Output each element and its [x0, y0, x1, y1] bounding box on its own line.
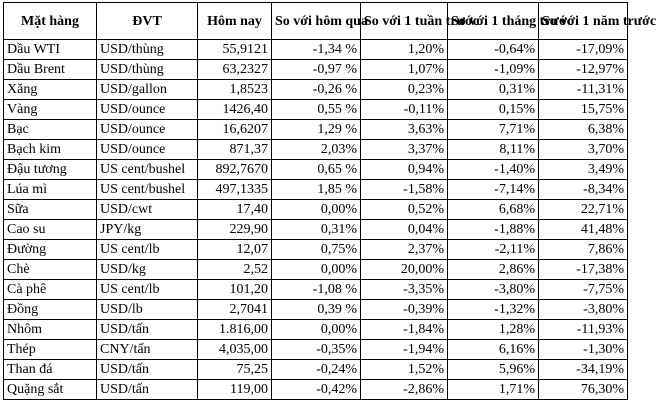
- cell-vs-year: -17,38%: [539, 260, 628, 280]
- cell-commodity: Cao su: [4, 220, 97, 240]
- cell-vs-month: 2,86%: [448, 260, 539, 280]
- cell-unit: US cent/lb: [97, 280, 198, 300]
- cell-commodity: Thép: [4, 340, 97, 360]
- table-row: [4, 380, 628, 400]
- cell-vs-yesterday: 1,85 %: [272, 180, 361, 200]
- cell-vs-week: 2,37%: [361, 240, 448, 260]
- cell-commodity: Chè: [4, 260, 97, 280]
- header-vs-month: So với 1 tháng trước: [448, 3, 539, 40]
- cell-commodity: Lúa mì: [4, 180, 97, 200]
- table-row: [4, 120, 628, 140]
- cell-vs-week: 0,23%: [361, 80, 448, 100]
- cell-vs-year: -12,97%: [539, 60, 628, 80]
- cell-today: 2,52: [198, 260, 272, 280]
- cell-vs-yesterday: 0,65 %: [272, 160, 361, 180]
- cell-today: 1426,40: [198, 100, 272, 120]
- cell-vs-month: 6,68%: [448, 200, 539, 220]
- cell-unit: US cent/lb: [97, 240, 198, 260]
- cell-vs-month: -2,11%: [448, 240, 539, 260]
- cell-unit: JPY/kg: [97, 220, 198, 240]
- cell-vs-week: 1,20%: [361, 40, 448, 60]
- cell-vs-yesterday: -1,34 %: [272, 40, 361, 60]
- header-vs-week: So với 1 tuần trước: [361, 3, 448, 40]
- cell-vs-year: 22,71%: [539, 200, 628, 220]
- cell-vs-yesterday: 0,00%: [272, 320, 361, 340]
- cell-vs-week: 3,63%: [361, 120, 448, 140]
- cell-vs-yesterday: 0,55 %: [272, 100, 361, 120]
- cell-vs-month: -1,09%: [448, 60, 539, 80]
- cell-vs-year: 6,38%: [539, 120, 628, 140]
- cell-vs-week: 20,00%: [361, 260, 448, 280]
- cell-vs-week: -0,39%: [361, 300, 448, 320]
- commodity-price-table: [3, 2, 656, 400]
- cell-today: 12,07: [198, 240, 272, 260]
- cell-today: 63,2327: [198, 60, 272, 80]
- cell-vs-yesterday: 0,00%: [272, 260, 361, 280]
- cell-unit: USD/ounce: [97, 100, 198, 120]
- cell-vs-year: -3,80%: [539, 300, 628, 320]
- cell-today: 17,40: [198, 200, 272, 220]
- cell-today: 497,1335: [198, 180, 272, 200]
- header-row: [4, 3, 628, 40]
- table-row: [4, 320, 628, 340]
- cell-today: 119,00: [198, 380, 272, 400]
- cell-commodity: Than đá: [4, 360, 97, 380]
- cell-vs-month: 1,71%: [448, 380, 539, 400]
- cell-vs-year: 3,49%: [539, 160, 628, 180]
- cell-vs-week: -2,86%: [361, 380, 448, 400]
- cell-unit: US cent/bushel: [97, 160, 198, 180]
- cell-today: 871,37: [198, 140, 272, 160]
- cell-commodity: Đậu tương: [4, 160, 97, 180]
- header-vs-yesterday: So với hôm qua: [272, 3, 361, 40]
- cell-commodity: Vàng: [4, 100, 97, 120]
- cell-today: 1,8523: [198, 80, 272, 100]
- cell-unit: USD/ounce: [97, 120, 198, 140]
- cell-today: 892,7670: [198, 160, 272, 180]
- cell-vs-yesterday: -0,26 %: [272, 80, 361, 100]
- cell-unit: USD/lb: [97, 300, 198, 320]
- table-row: [4, 300, 628, 320]
- cell-vs-yesterday: 0,75%: [272, 240, 361, 260]
- cell-commodity: Cà phê: [4, 280, 97, 300]
- cell-today: 101,20: [198, 280, 272, 300]
- cell-vs-week: -1,84%: [361, 320, 448, 340]
- cell-vs-yesterday: -0,42%: [272, 380, 361, 400]
- cell-commodity: Đường: [4, 240, 97, 260]
- table-row: [4, 160, 628, 180]
- cell-commodity: Bạc: [4, 120, 97, 140]
- cell-unit: USD/tấn: [97, 380, 198, 400]
- table-row: [4, 80, 628, 100]
- cell-vs-month: -1,32%: [448, 300, 539, 320]
- cell-vs-month: -1,40%: [448, 160, 539, 180]
- cell-vs-yesterday: 2,03%: [272, 140, 361, 160]
- cell-vs-month: 0,31%: [448, 80, 539, 100]
- cell-vs-yesterday: 0,31%: [272, 220, 361, 240]
- cell-vs-yesterday: -0,35%: [272, 340, 361, 360]
- cell-vs-yesterday: 0,00%: [272, 200, 361, 220]
- cell-vs-month: 1,28%: [448, 320, 539, 340]
- header-unit: ĐVT: [97, 3, 198, 40]
- cell-unit: USD/tấn: [97, 320, 198, 340]
- table-row: [4, 40, 628, 60]
- cell-commodity: Nhôm: [4, 320, 97, 340]
- cell-vs-yesterday: -1,08 %: [272, 280, 361, 300]
- table-row: [4, 260, 628, 280]
- table-row: [4, 280, 628, 300]
- table-row: [4, 140, 628, 160]
- cell-vs-year: 7,86%: [539, 240, 628, 260]
- cell-vs-month: 5,96%: [448, 360, 539, 380]
- cell-today: 55,9121: [198, 40, 272, 60]
- cell-unit: USD/thùng: [97, 60, 198, 80]
- cell-commodity: Quặng sắt: [4, 380, 97, 400]
- cell-vs-year: 15,75%: [539, 100, 628, 120]
- cell-vs-week: -0,11%: [361, 100, 448, 120]
- table-row: [4, 360, 628, 380]
- cell-unit: US cent/bushel: [97, 180, 198, 200]
- commodity-price-table-container: [3, 2, 656, 400]
- header-vs-year: So với 1 năm trước: [539, 3, 628, 40]
- cell-vs-yesterday: 1,29 %: [272, 120, 361, 140]
- cell-commodity: Dầu WTI: [4, 40, 97, 60]
- cell-commodity: Xăng: [4, 80, 97, 100]
- cell-vs-month: 6,16%: [448, 340, 539, 360]
- cell-unit: USD/tấn: [97, 360, 198, 380]
- table-row: [4, 220, 628, 240]
- cell-vs-year: -1,30%: [539, 340, 628, 360]
- cell-vs-year: -34,19%: [539, 360, 628, 380]
- cell-vs-month: 0,15%: [448, 100, 539, 120]
- cell-vs-year: -11,31%: [539, 80, 628, 100]
- cell-vs-week: -1,94%: [361, 340, 448, 360]
- cell-vs-month: -7,14%: [448, 180, 539, 200]
- cell-unit: USD/kg: [97, 260, 198, 280]
- cell-today: 75,25: [198, 360, 272, 380]
- cell-commodity: Dầu Brent: [4, 60, 97, 80]
- table-row: [4, 100, 628, 120]
- cell-unit: USD/thùng: [97, 40, 198, 60]
- cell-vs-week: 0,04%: [361, 220, 448, 240]
- cell-commodity: Bạch kim: [4, 140, 97, 160]
- cell-today: 2,7041: [198, 300, 272, 320]
- table-row: [4, 240, 628, 260]
- cell-vs-week: 3,37%: [361, 140, 448, 160]
- cell-today: 4,035,00: [198, 340, 272, 360]
- cell-unit: CNY/tấn: [97, 340, 198, 360]
- cell-today: 1.816,00: [198, 320, 272, 340]
- cell-vs-yesterday: -0,24%: [272, 360, 361, 380]
- table-row: [4, 200, 628, 220]
- cell-vs-yesterday: 0,39 %: [272, 300, 361, 320]
- cell-vs-month: -1,88%: [448, 220, 539, 240]
- cell-unit: USD/cwt: [97, 200, 198, 220]
- cell-vs-yesterday: -0,97 %: [272, 60, 361, 80]
- cell-vs-month: 7,71%: [448, 120, 539, 140]
- cell-vs-week: 1,07%: [361, 60, 448, 80]
- cell-vs-week: -3,35%: [361, 280, 448, 300]
- cell-vs-month: -3,80%: [448, 280, 539, 300]
- cell-vs-month: 8,11%: [448, 140, 539, 160]
- table-row: [4, 180, 628, 200]
- cell-vs-year: -11,93%: [539, 320, 628, 340]
- cell-vs-year: -7,75%: [539, 280, 628, 300]
- cell-vs-year: 3,70%: [539, 140, 628, 160]
- cell-commodity: Đồng: [4, 300, 97, 320]
- cell-vs-year: -8,34%: [539, 180, 628, 200]
- cell-vs-week: -1,58%: [361, 180, 448, 200]
- cell-vs-month: -0,64%: [448, 40, 539, 60]
- cell-unit: USD/ounce: [97, 140, 198, 160]
- cell-commodity: Sữa: [4, 200, 97, 220]
- table-row: [4, 60, 628, 80]
- header-commodity: Mặt hàng: [4, 3, 97, 40]
- cell-vs-week: 0,52%: [361, 200, 448, 220]
- header-today: Hôm nay: [198, 3, 272, 40]
- cell-today: 229,90: [198, 220, 272, 240]
- table-row: [4, 340, 628, 360]
- cell-today: 16,6207: [198, 120, 272, 140]
- table-body: [4, 40, 628, 400]
- cell-vs-year: 41,48%: [539, 220, 628, 240]
- cell-vs-year: -17,09%: [539, 40, 628, 60]
- cell-vs-week: 0,94%: [361, 160, 448, 180]
- cell-vs-year: 76,30%: [539, 380, 628, 400]
- cell-vs-week: 1,52%: [361, 360, 448, 380]
- cell-unit: USD/gallon: [97, 80, 198, 100]
